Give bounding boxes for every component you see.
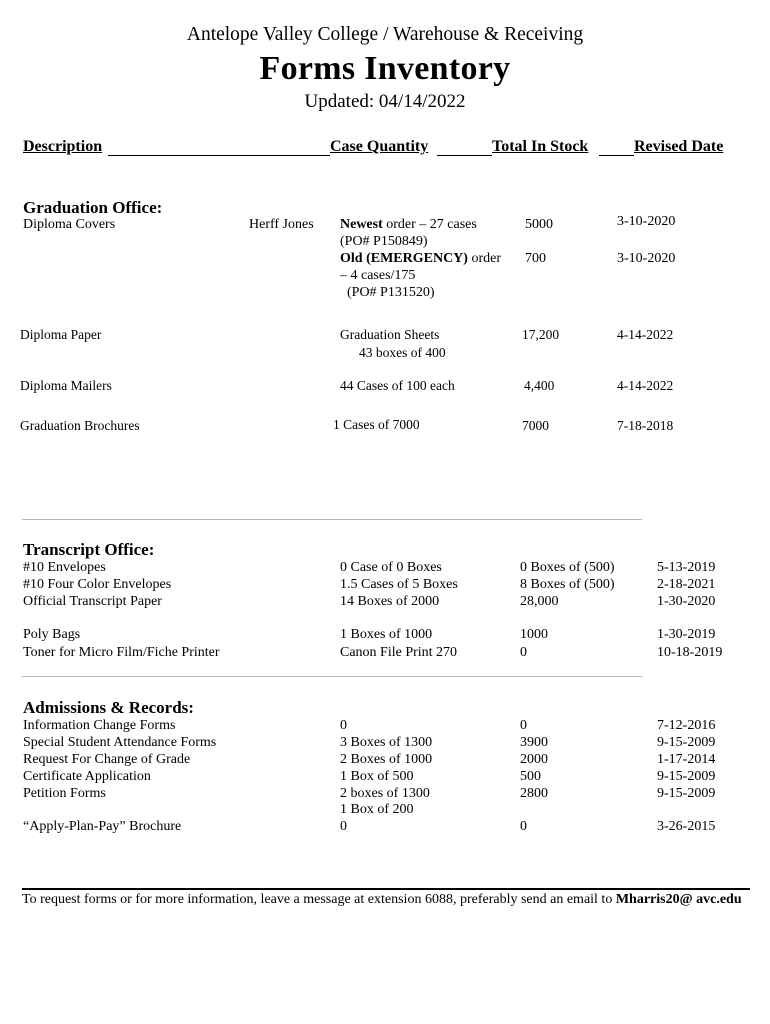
page-title: Forms Inventory (259, 50, 511, 87)
item-description: Diploma Covers (23, 217, 116, 232)
table-row-date: 7-12-2016 (657, 718, 716, 733)
table-row-quantity: Canon File Print 270 (340, 645, 458, 660)
table-row-stock: 0 (520, 819, 527, 834)
table-row-date: 1-17-2014 (657, 752, 716, 767)
item-quantity-old (340, 250, 501, 267)
item-stock: 7000 (522, 418, 549, 433)
table-row-date: 1-30-2020 (657, 594, 716, 609)
table-row-description: #10 Envelopes (23, 560, 106, 575)
item-description: Diploma Paper (20, 327, 102, 342)
section-title-graduation: Graduation Office: (23, 198, 163, 217)
table-row-description: Toner for Micro Film/Fiche Printer (23, 645, 220, 660)
item-quantity-line2: 43 boxes of 400 (359, 345, 446, 360)
item-stock: 700 (525, 251, 546, 266)
header-underline (108, 155, 330, 156)
table-row-date: 5-13-2019 (657, 560, 716, 575)
old-text: order (467, 251, 501, 266)
table-row-stock: 1000 (520, 627, 548, 642)
table-row-description: Petition Forms (23, 786, 106, 801)
footer-divider (22, 888, 750, 890)
table-row-quantity: 0 (340, 819, 347, 834)
section-divider (22, 519, 642, 520)
table-row-stock: 0 Boxes of (500) (520, 560, 615, 575)
table-row-description: Certificate Application (23, 769, 151, 784)
table-row-date: 1-30-2019 (657, 627, 716, 642)
table-row-date: 9-15-2009 (657, 786, 716, 801)
table-row-quantity: 14 Boxes of 2000 (340, 594, 440, 609)
contact-email[interactable]: Mharris20@ avc.edu (615, 892, 742, 907)
table-row-date: 10-18-2019 (657, 645, 723, 660)
item-stock: 17,200 (522, 327, 560, 342)
item-stock: 4,400 (524, 378, 555, 393)
column-header-total-in-stock: Total In Stock (492, 138, 589, 155)
table-row-date: 2-18-2021 (657, 577, 716, 592)
newest-text: order – 27 cases (382, 217, 477, 232)
table-row-description: Poly Bags (23, 627, 81, 642)
item-quantity: 1 Cases of 7000 (333, 417, 420, 432)
table-row-description: Official Transcript Paper (23, 594, 162, 609)
table-row-description: #10 Four Color Envelopes (23, 577, 172, 592)
item-date: 4-14-2022 (617, 378, 674, 393)
item-date: 4-14-2022 (617, 327, 674, 342)
header-underline (437, 155, 492, 156)
header-underline (599, 155, 634, 156)
item-description: Diploma Mailers (20, 378, 112, 393)
item-date: 7-18-2018 (617, 418, 674, 433)
table-row-stock: 500 (520, 769, 541, 784)
column-header-case-quantity: Case Quantity (330, 138, 429, 155)
table-row-description: Information Change Forms (23, 718, 176, 733)
table-row-quantity: 1 Boxes of 1000 (340, 627, 433, 642)
table-row-stock: 8 Boxes of (500) (520, 577, 615, 592)
table-row-quantity: 1.5 Cases of 5 Boxes (340, 577, 458, 592)
footer-note (22, 892, 750, 908)
old-label: Old (EMERGENCY) (340, 251, 468, 266)
table-row-quantity: 1 Box of 500 (340, 769, 414, 784)
table-row-date: 9-15-2009 (657, 735, 716, 750)
item-quantity: Graduation Sheets (340, 327, 440, 342)
item-quantity: 44 Cases of 100 each (340, 378, 455, 393)
column-header-description: Description (23, 138, 103, 155)
footer-text: To request forms or for more information, leave a message at extension 6088, preferably send an email to (22, 892, 616, 907)
table-row-stock: 0 (520, 645, 527, 660)
table-row-quantity: 2 Boxes of 1000 (340, 752, 433, 767)
table-row-quantity: 0 Case of 0 Boxes (340, 560, 442, 575)
table-row-date: 9-15-2009 (657, 769, 716, 784)
item-quantity-newest (340, 216, 477, 233)
section-title-admissions: Admissions & Records: (23, 698, 194, 717)
item-date: 3-10-2020 (617, 214, 676, 229)
table-row-quantity: 2 boxes of 1300 (340, 786, 430, 801)
item-description: Graduation Brochures (20, 418, 140, 433)
section-title-transcript: Transcript Office: (23, 540, 155, 559)
item-quantity-old-line2: – 4 cases/175 (340, 268, 416, 283)
table-row-description: “Apply-Plan-Pay” Brochure (23, 819, 182, 834)
table-row-stock: 2000 (520, 752, 548, 767)
table-row-stock: 0 (520, 718, 527, 733)
section-divider (22, 676, 642, 677)
item-po-old: (PO# P131520) (347, 285, 435, 300)
table-row-date: 3-26-2015 (657, 819, 716, 834)
table-row-stock: 3900 (520, 735, 548, 750)
item-stock: 5000 (525, 217, 553, 232)
item-po-newest: (PO# P150849) (340, 234, 428, 249)
table-row-stock: 2800 (520, 786, 548, 801)
updated-date: Updated: 04/14/2022 (304, 91, 466, 112)
table-row-description: Request For Change of Grade (23, 752, 191, 767)
newest-label: Newest (340, 217, 383, 232)
item-date: 3-10-2020 (617, 251, 676, 266)
item-vendor: Herff Jones (249, 217, 314, 232)
column-header-revised-date: Revised Date (634, 138, 724, 155)
table-row-quantity: 3 Boxes of 1300 (340, 735, 433, 750)
table-row-quantity: 1 Box of 200 (340, 802, 414, 817)
table-row-quantity: 0 (340, 718, 347, 733)
table-row-description: Special Student Attendance Forms (23, 735, 217, 750)
table-row-stock: 28,000 (520, 594, 559, 609)
college-header: Antelope Valley College / Warehouse & Receiving (186, 24, 584, 45)
